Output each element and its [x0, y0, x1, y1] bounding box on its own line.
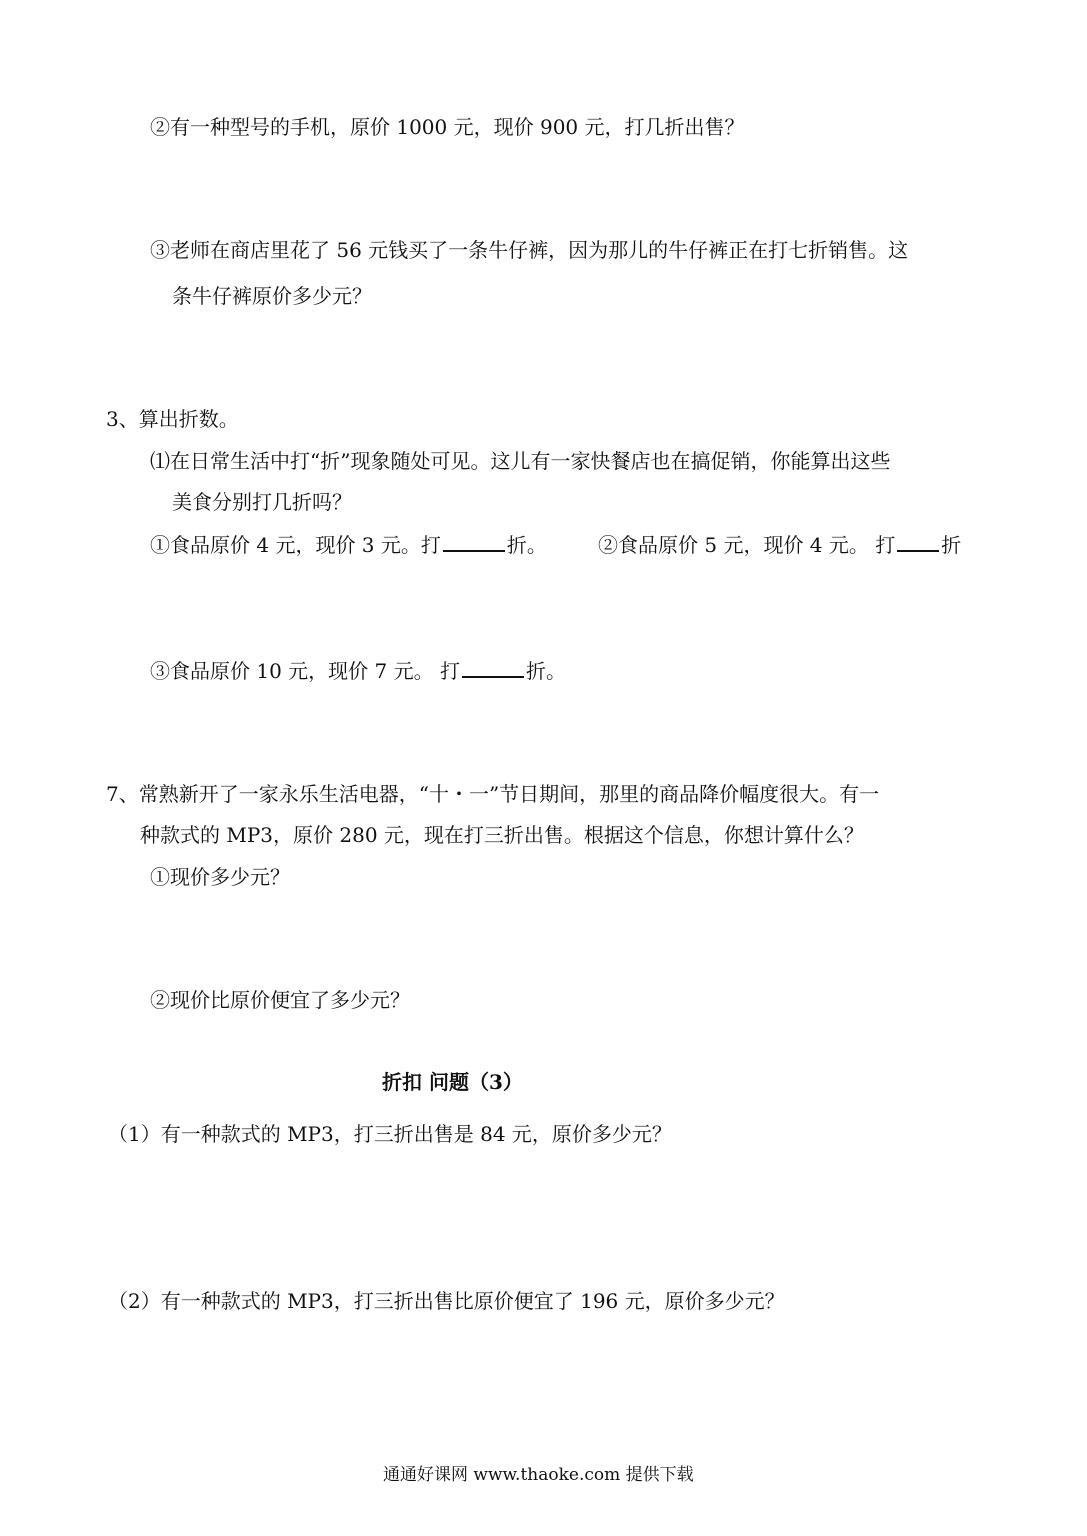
answer-blank[interactable]: [897, 530, 939, 552]
q3-item2-text: ②食品原价 5 元，现价 4 元。 打: [598, 533, 896, 557]
q3-item3: [150, 656, 566, 684]
q3-item2: [598, 530, 961, 558]
q2-item2: ②有一种型号的手机，原价 1000 元，现价 900 元，打几折出售？: [150, 115, 745, 139]
q3-item3-text: ③食品原价 10 元，现价 7 元。 打: [150, 659, 460, 683]
answer-blank[interactable]: [462, 656, 524, 678]
q3-item1-suffix: 折。: [506, 533, 547, 557]
q2-item3-line1: ③老师在商店里花了 56 元钱买了一条牛仔裤，因为那儿的牛仔裤正在打七折销售。这: [150, 238, 909, 262]
q3-item2-suffix: 折: [941, 533, 962, 557]
q7-line1: 7、常熟新开了一家永乐生活电器，“十・一”节日期间，那里的商品降价幅度很大。有一: [106, 782, 880, 806]
answer-blank[interactable]: [443, 530, 505, 552]
q3-intro-line2: 美食分别打几折吗？: [172, 490, 352, 514]
q3-item1-text: ①食品原价 4 元，现价 3 元。打: [150, 533, 441, 557]
q3-item1: [150, 530, 547, 558]
q2-item3-line2: 条牛仔裤原价多少元？: [172, 284, 372, 308]
section-problem-1: （1）有一种款式的 MP3，打三折出售是 84 元，原价多少元？: [108, 1122, 672, 1146]
q7-item1: ①现价多少元？: [150, 865, 290, 889]
q3-item3-suffix: 折。: [525, 659, 566, 683]
footer-text: 通通好课网 www.thaoke.com 提供下载: [383, 1465, 694, 1485]
section-problem-2: （2）有一种款式的 MP3，打三折出售比原价便宜了 196 元，原价多少元？: [108, 1289, 785, 1313]
section-title: 折扣 问题（3）: [382, 1070, 523, 1094]
q3-heading: 3、算出折数。: [106, 407, 239, 431]
q3-intro-line1: ⑴在日常生活中打“折”现象随处可见。这儿有一家快餐店也在搞促销，你能算出这些: [150, 449, 891, 473]
q7-line2: 种款式的 MP3，原价 280 元，现在打三折出售。根据这个信息，你想计算什么？: [140, 823, 864, 847]
q7-item2: ②现价比原价便宜了多少元？: [150, 988, 410, 1012]
